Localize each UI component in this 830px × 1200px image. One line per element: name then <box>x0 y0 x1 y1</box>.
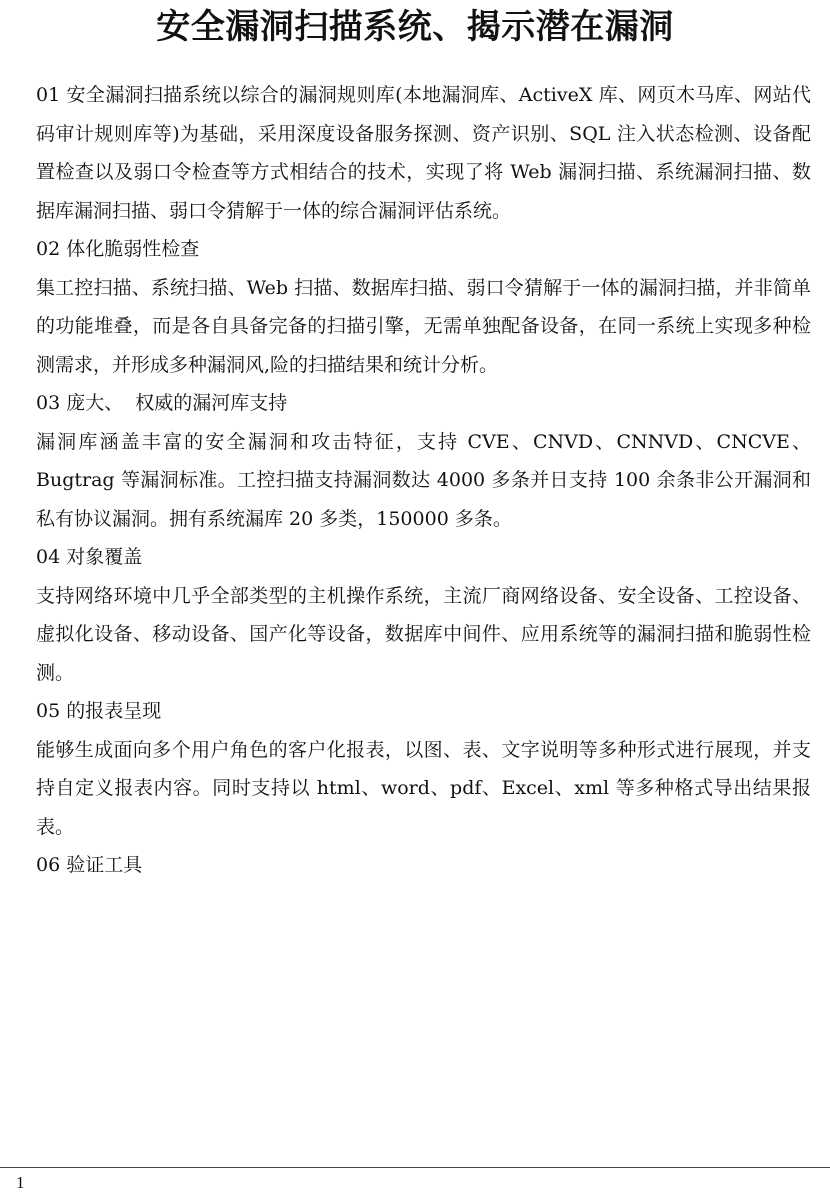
section-02-heading: 02 体化脆弱性检查 <box>36 238 200 260</box>
section-05-heading: 05 的报表呈现 <box>36 700 162 722</box>
section-06-heading: 06 验证工具 <box>36 854 143 876</box>
document-title: 安全漏洞扫描系统、揭示潜在漏洞 <box>156 7 674 47</box>
document-body <box>36 76 811 885</box>
section-04-paragraph: 支持网络环境中几乎全部类型的主机操作系统，主流厂商网络设备、安全设备、工控设备、虚拟化设备、移动设备、国产化等设备，数据库中间件、应用系统等的漏洞扫描和脆弱性检测。 <box>36 584 811 684</box>
section-02-paragraph: 集工控扫描、系统扫描、Web 扫描、数据库扫描、弱口令猜解于一体的漏洞扫描，并非简单的功能堆叠，而是各自具备完备的扫描引擎，无需单独配备设备，在同一系统上实现多种检测需求，并形成多种漏洞风,险的扫描结果和统计分析。 <box>36 276 811 376</box>
section-01-paragraph: 01 安全漏洞扫描系统以综合的漏洞规则库(本地漏洞库、ActiveX 库、网页木马库、网站代码审计规则库等)为基础，采用深度设备服务探测、资产识别、SQL 注入状态检测、设备配置检查以及弱口令检查等方式相结合的技术，实现了将 Web 漏洞扫描、系统漏洞扫描、数据库漏洞扫描、弱口令猜解于一体的综合漏洞评估系统。 <box>36 84 811 222</box>
section-03-paragraph: 漏洞库涵盖丰富的安全漏洞和攻击特征，支持 CVE、CNVD、CNNVD、CNCVE、Bugtrag 等漏洞标准。工控扫描支持漏洞数达 4000 多条并日支持 100 余条非公开漏洞和私有协议漏洞。拥有系统漏库 20 多类，150000 多条。 <box>36 430 811 530</box>
section-04-heading: 04 对象覆盖 <box>36 546 143 568</box>
section-03-heading: 03 庞大、 权威的漏河库支持 <box>36 392 288 414</box>
footer-divider <box>0 1167 830 1168</box>
page-number: 1 <box>16 1173 25 1192</box>
section-05-paragraph: 能够生成面向多个用户角色的客户化报表，以图、表、文字说明等多种形式进行展现，并支持自定义报表内容。同时支持以 html、word、pdf、Excel、xml 等多种格式导出结果报表。 <box>36 738 811 838</box>
